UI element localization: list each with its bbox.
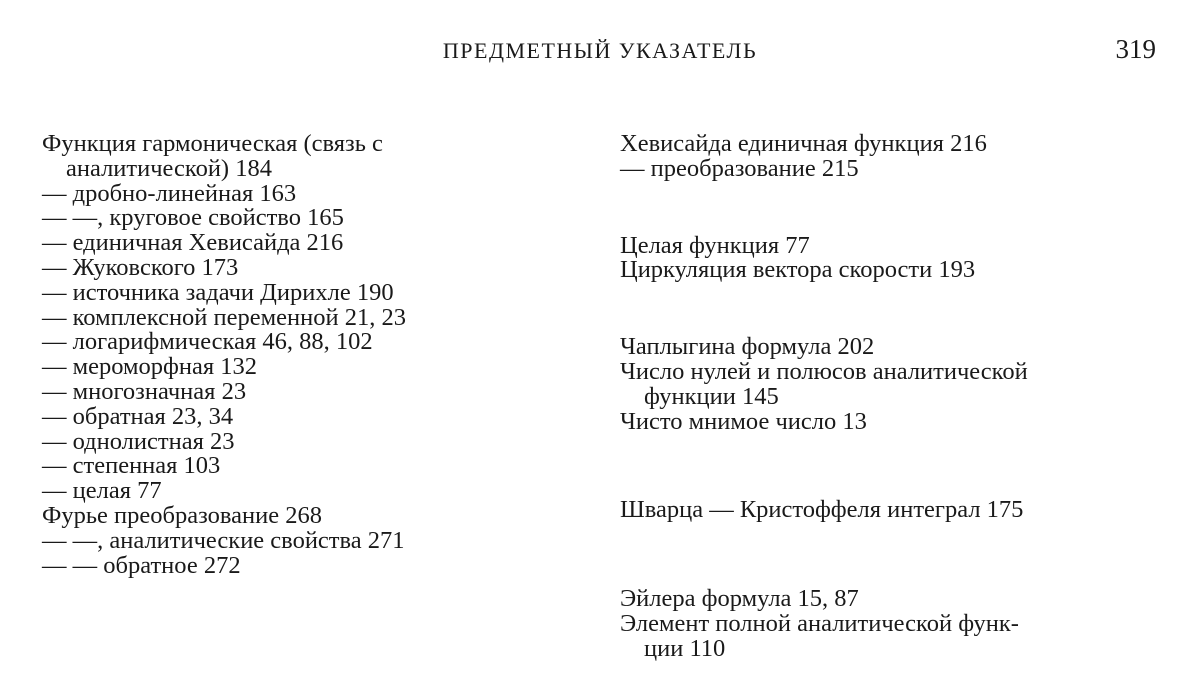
index-entry: — —, аналитические свойства 271 [42, 526, 405, 554]
index-entry [42, 132, 590, 182]
index-entry: — однолистная 23 [42, 427, 235, 455]
index-column-left [42, 132, 590, 578]
page-header [0, 26, 1200, 70]
index-entry-text: Функция гармоническая (связь с [42, 130, 383, 157]
index-group-ch [620, 335, 1165, 434]
index-entry: — — обратное 272 [42, 551, 241, 579]
index-column-right [620, 132, 1165, 662]
index-entry: Целая функция 77 [620, 231, 810, 259]
group-spacer [620, 283, 1165, 335]
group-spacer [620, 434, 1165, 498]
index-entry: — дробно-линейная 163 [42, 179, 297, 207]
index-entry-continuation: аналитической) 184 [66, 154, 272, 182]
index-entry: — источника задачи Дирихле 190 [42, 278, 394, 306]
index-entry: — комплексной переменной 21, 23 [42, 303, 406, 331]
index-entry: — логарифмическая 46, 88, 102 [42, 328, 373, 356]
index-group-h [620, 132, 1165, 182]
index-group-e [620, 587, 1165, 661]
index-entry [620, 357, 1165, 410]
running-head: ПРЕДМЕТНЫЙ УКАЗАТЕЛЬ [442, 38, 758, 63]
index-entry: Чисто мнимое число 13 [620, 407, 867, 435]
index-group-ts [620, 231, 1165, 284]
index-entry: Эйлера формула 15, 87 [620, 585, 859, 613]
index-entry: — мероморфная 132 [42, 353, 258, 381]
index-group-sh [620, 498, 1165, 523]
index-entry: Фурье преобразование 268 [42, 501, 322, 529]
index-entry: — Жуковского 173 [42, 253, 239, 281]
index-entry-continuation: ции 110 [644, 634, 726, 662]
index-entry: — преобразование 215 [620, 154, 859, 182]
index-entry: Циркуляция вектора скорости 193 [620, 256, 976, 284]
index-entry-text: Число нулей и полюсов аналитической [620, 357, 1028, 385]
group-spacer [620, 523, 1165, 587]
index-entry: Шварца — Кристоффеля интеграл 175 [620, 496, 1024, 524]
page-number: 319 [1115, 34, 1156, 64]
index-entry-continuation: функции 145 [644, 382, 779, 410]
index-entry: — обратная 23, 34 [42, 402, 234, 430]
index-entry: Хевисайда единичная функция 216 [620, 130, 987, 157]
index-entry: — многозначная 23 [42, 377, 247, 405]
index-entry: — —, круговое свойство 165 [42, 204, 344, 232]
index-entry [620, 609, 1165, 662]
index-entry: — единичная Хевисайда 216 [42, 229, 344, 257]
index-entry-text: Элемент полной аналитической функ- [620, 609, 1019, 637]
index-entry: — степенная 103 [42, 452, 221, 480]
index-entry: Чаплыгина формула 202 [620, 333, 875, 361]
group-spacer [620, 182, 1165, 234]
index-entry: — целая 77 [42, 477, 162, 505]
